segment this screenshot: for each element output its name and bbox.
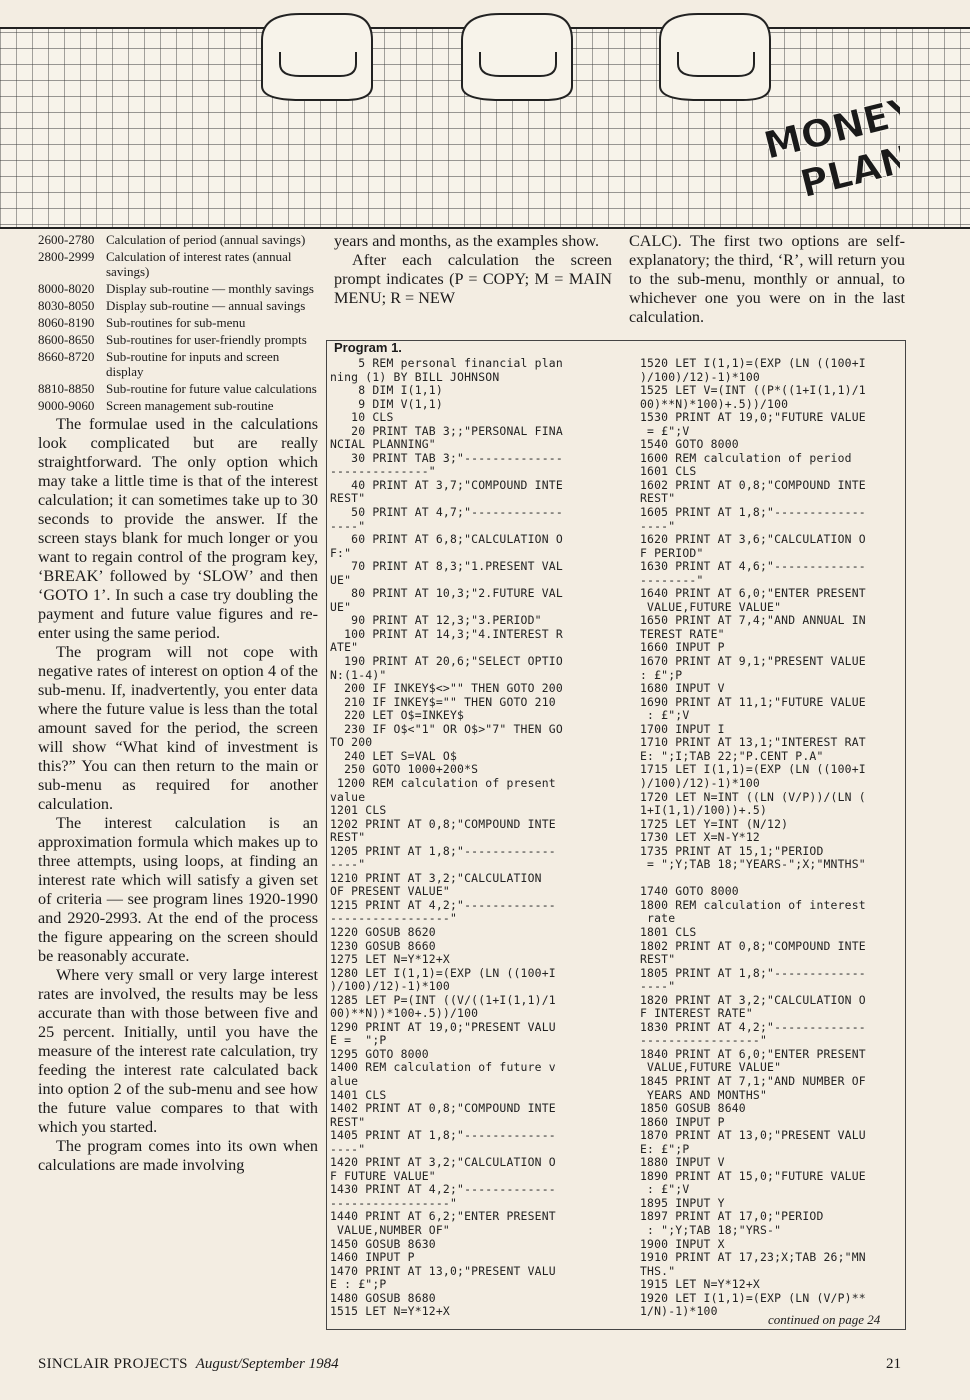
index-item: 9000-9060 Screen management sub-routine (38, 398, 274, 413)
program-title: Program 1. (334, 340, 402, 355)
index-item: 8060-8190 Sub-routines for sub-menu (38, 315, 246, 330)
column-middle-text (334, 232, 612, 308)
column-right-text (629, 232, 905, 327)
index-item: 2600-2780 Calculation of period (annual savings) (38, 232, 306, 247)
index-item: 8030-8050 Display sub-routine — annual savings (38, 298, 306, 313)
paragraph: After each calculation the screen prompt indicates (P = COPY; M = MAIN MENU; R = NEW (334, 251, 612, 307)
magazine-name: SINCLAIR PROJECTS (38, 1356, 188, 1372)
continued-note: continued on page 24 (768, 1312, 881, 1327)
paragraph: Where very small or very large interest rates are involved, the results may be less accurate than with those between five and 25 percent. Initially, until you have the measure of the interest rate calculation, try feeding the interest rate calculated back into option 2 of the sub-menu and see how the future value compares to that with which you started. (38, 966, 318, 1136)
footer-credit (38, 1356, 339, 1373)
paragraph: The formulae used in the calculations look complicated but are really straightforward. The only option which may take a little time is that of the interest calculation; it can sometimes take up to 30 seconds to provide the answer. If the screen stays blank for much longer or you want to regain control of the program key, ‘BREAK’ followed by ‘SLOW’ and then ‘GOTO 1’. In such a case try doubling the payment and future value figures and re-enter using the same period. (38, 415, 318, 642)
index-item: 8000-8020 Display sub-routine — monthly savings (38, 281, 314, 296)
logo-line2: PLAN (795, 136, 900, 207)
column-left (38, 232, 318, 1175)
line-range-index (38, 232, 318, 413)
index-item: 8600-8650 Sub-routines for user-friendly prompts (38, 332, 307, 347)
index-item: 8660-8720 Sub-routine for inputs and screen display (38, 349, 280, 379)
issue-date: August/September 1984 (195, 1356, 339, 1372)
page-number: 21 (886, 1356, 901, 1372)
index-item: 8810-8850 Sub-routine for future value calculations (38, 381, 317, 396)
index-item: 2800-2999 Calculation of interest rates (annual savings) (38, 249, 292, 279)
article-body-left (38, 415, 318, 1175)
money-plan-logo (760, 92, 900, 212)
code-listing-left: 5 REM personal financial plan ning (1) BY BILL JOHNSON 8 DIM I(1,1) 9 DIM V(1,1) 10 CLS 20 PRINT TAB 3;;"PERSONAL FINA NCIAL PLANNING" 30 PRINT TAB 3;"-------------- --------------" 40 PRINT AT 3,7;"COMPOUND INTE REST" 50 PRINT AT 4,7;"------------- ----" 60 PRINT AT 6,8;"CALCULATION O F:" 70 PRINT AT 8,3;"1.PRESENT VAL UE" 80 PRINT AT 10,3;"2.FUTURE VAL UE" 90 PRINT AT 12,3;"3.PERIOD" 100 PRINT AT 14,3;"4.INTEREST R ATE" 190 PRINT AT 20,6;"SELECT OPTIO N:(1-4)" 200 IF INKEY$<>"" THEN GOTO 200 210 IF INKEY$="" THEN GOTO 210 220 LET O$=INKEY$ 230 IF O$<"1" OR O$>"7" THEN GO TO 200 240 LET S=VAL O$ 250 GOTO 1000+200*S 1200 REM calculation of present value 1201 CLS 1202 PRINT AT 0,8;"COMPOUND INTE REST" 1205 PRINT AT 1,8;"------------- ----" 1210 PRINT AT 3,2;"CALCULATION OF PRESENT VALUE" 1215 PRINT AT 4,2;"------------- -----------------" 1220 GOSUB 8620 1230 GOSUB 8660 1275 LET N=Y*12+X 1280 LET I(1,1)=(EXP (LN ((100+I )/100)/12)-1)*100 1285 LET P=(INT ((V/((1+I(1,1)/1 00)**N))*100+.5))/100 1290 PRINT AT 19,0;"PRESENT VALU E = ";P 1295 GOTO 8000 1400 REM calculation of future v alue 1401 CLS 1402 PRINT AT 0,8;"COMPOUND INTE REST" 1405 PRINT AT 1,8;"------------- ----" 1420 PRINT AT 3,2;"CALCULATION O F FUTURE VALUE" 1430 PRINT AT 4,2;"------------- -----------------" 1440 PRINT AT 6,2;"ENTER PRESENT VALUE,NUMBER OF" 1450 GOSUB 8630 1460 INPUT P 1470 PRINT AT 13,0;"PRESENT VALU E : £";P 1480 GOSUB 8680 1515 LET N=Y*12+X (330, 356, 563, 1319)
paragraph: The interest calculation is an approximation formula which makes up to three attempts, using loops, at finding an interest rate which will satisfy a given set of criteria — see program lines 1920-1990 and 2920-2993. At the end of the process the figure appearing on the screen should be reasonably accurate. (38, 814, 318, 965)
paragraph: The program will not cope with negative rates of interest on option 4 of the sub-menu. If, inadvertently, you enter data where the future value is less than the total amount saved for the period, the screen will show “What kind of investment is this?” You can then return to the main or sub-menu as required for another calculation. (38, 643, 318, 813)
paragraph: years and months, as the examples show. (334, 232, 600, 250)
paragraph: CALC). The first two options are self-explanatory; the third, ‘R’, will return you to the sub-menu, monthly or annual, to whichever one you were on in the last calculation. (629, 232, 905, 326)
paragraph: The program comes into its own when calculations are made involving (38, 1137, 318, 1174)
code-listing-right: 1520 LET I(1,1)=(EXP (LN ((100+I )/100)/12)-1)*100 1525 LET V=(INT ((P*((1+I(1,1)/1 00)**N)*100)+.5))/100 1530 PRINT AT 19,0;"FUTURE VALUE = £";V 1540 GOTO 8000 1600 REM calculation of period 1601 CLS 1602 PRINT AT 0,8;"COMPOUND INTE REST" 1605 PRINT AT 1,8;"------------- ----" 1620 PRINT AT 3,6;"CALCULATION O F PERIOD" 1630 PRINT AT 4,6;"------------- --------" 1640 PRINT AT 6,0;"ENTER PRESENT VALUE,FUTURE VALUE" 1650 PRINT AT 7,4;"AND ANNUAL IN TEREST RATE" 1660 INPUT P 1670 PRINT AT 9,1;"PRESENT VALUE : £";P 1680 INPUT V 1690 PRINT AT 11,1;"FUTURE VALUE : £";V 1700 INPUT I 1710 PRINT AT 13,1;"INTEREST RAT E: ";I;TAB 22;"P.CENT P.A" 1715 LET I(1,1)=(EXP (LN ((100+I )/100)/12)-1)*100 1720 LET N=INT ((LN (V/P))/(LN ( 1+I(1,1)/100))+.5) 1725 LET Y=INT (N/12) 1730 LET X=N-Y*12 1735 PRINT AT 15,1;"PERIOD = ";Y;TAB 18;"YEARS-";X;"MNTHS" 1740 GOTO 8000 1800 REM calculation of interest rate 1801 CLS 1802 PRINT AT 0,8;"COMPOUND INTE REST" 1805 PRINT AT 1,8;"------------- ----" 1820 PRINT AT 3,2;"CALCULATION O F INTEREST RATE" 1830 PRINT AT 4,2;"------------- -----------------" 1840 PRINT AT 6,0;"ENTER PRESENT VALUE,FUTURE VALUE" 1845 PRINT AT 7,1;"AND NUMBER OF YEARS AND MONTHS" 1850 GOSUB 8640 1860 INPUT P 1870 PRINT AT 13,0;"PRESENT VALU E: £";P 1880 INPUT V 1890 PRINT AT 15,0;"FUTURE VALUE : £";V 1895 INPUT Y 1897 PRINT AT 17,0;"PERIOD : ";Y;TAB 18;"YRS-" 1900 INPUT X 1910 PRINT AT 17,23;X;TAB 26;"MN THS." 1915 LET N=Y*12+X 1920 LET I(1,1)=(EXP (LN (V/P)** 1/N)-1)*100 (640, 356, 866, 1319)
logo-line1: MONEY (760, 92, 900, 168)
